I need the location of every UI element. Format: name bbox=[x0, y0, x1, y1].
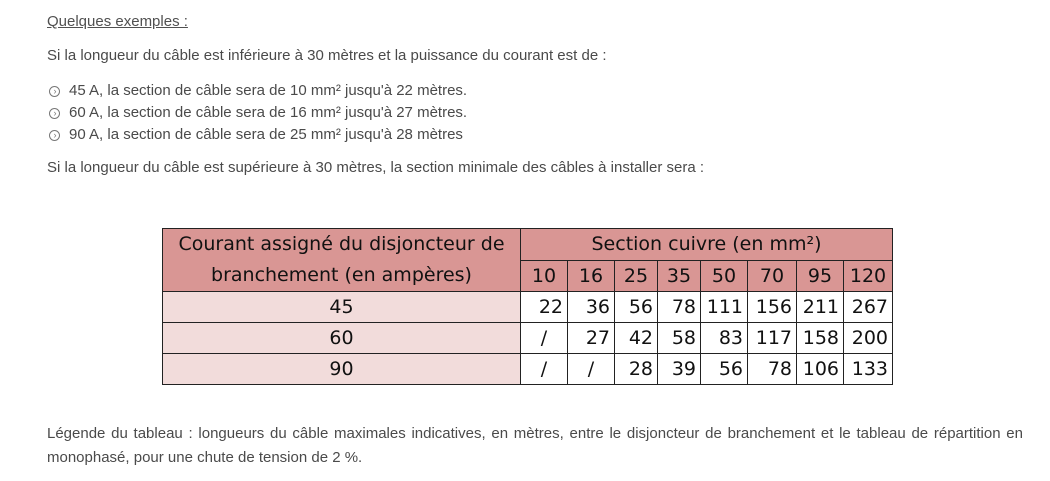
cable-section-table bbox=[162, 228, 893, 385]
table-cell: 27 bbox=[568, 323, 615, 354]
list-item bbox=[49, 102, 467, 124]
table-cell: 267 bbox=[844, 292, 893, 323]
table-cell: 78 bbox=[658, 292, 701, 323]
table-cell: / bbox=[521, 323, 568, 354]
table-row bbox=[163, 292, 893, 323]
list-item-text: 90 A, la section de câble sera de 25 mm² jusqu'à 28 mètres bbox=[69, 126, 463, 143]
list-item bbox=[49, 80, 467, 102]
section-header-cell: 16 bbox=[568, 260, 615, 292]
table-cell: 106 bbox=[797, 354, 844, 385]
table-cell: 22 bbox=[521, 292, 568, 323]
table-header-current: Courant assigné du disjoncteur de branchement (en ampères) bbox=[163, 229, 521, 292]
list-item-text: 60 A, la section de câble sera de 16 mm² jusqu'à 27 mètres. bbox=[69, 104, 468, 121]
section-header-cell: 10 bbox=[521, 260, 568, 292]
section-header-cell: 120 bbox=[844, 260, 893, 292]
chevron-right-circle-icon: › bbox=[49, 86, 60, 97]
table-cell: / bbox=[521, 354, 568, 385]
section-header-cell: 70 bbox=[748, 260, 797, 292]
table-cell: 117 bbox=[748, 323, 797, 354]
table-cell: 156 bbox=[748, 292, 797, 323]
table-legend: Légende du tableau : longueurs du câble maximales indicatives, en mètres, entre le disjoncteur de branchement et le tableau de répartition en monophasé, pour une chute de tension de 2 %. bbox=[47, 425, 1023, 466]
table-cell: 200 bbox=[844, 323, 893, 354]
table-cell: 56 bbox=[701, 354, 748, 385]
row-current-cell: 45 bbox=[163, 292, 521, 323]
table-cell: 42 bbox=[615, 323, 658, 354]
intro2-paragraph: Si la longueur du câble est supérieure à 30 mètres, la section minimale des câbles à installer sera : bbox=[47, 159, 705, 176]
table-header-section: Section cuivre (en mm²) bbox=[521, 229, 893, 261]
section-heading: Quelques exemples : bbox=[47, 13, 188, 30]
section-header-cell: 50 bbox=[701, 260, 748, 292]
table-cell: 158 bbox=[797, 323, 844, 354]
table-cell: 78 bbox=[748, 354, 797, 385]
table-cell: 56 bbox=[615, 292, 658, 323]
chevron-right-circle-icon: › bbox=[49, 130, 60, 141]
table-cell: 211 bbox=[797, 292, 844, 323]
chevron-right-circle-icon: › bbox=[49, 108, 60, 119]
examples-list bbox=[49, 80, 467, 146]
table-cell: 28 bbox=[615, 354, 658, 385]
row-current-cell: 90 bbox=[163, 354, 521, 385]
row-current-cell: 60 bbox=[163, 323, 521, 354]
list-item bbox=[49, 124, 467, 146]
table-row bbox=[163, 323, 893, 354]
section-header-cell: 95 bbox=[797, 260, 844, 292]
section-header-cell: 35 bbox=[658, 260, 701, 292]
table-cell: 83 bbox=[701, 323, 748, 354]
table-cell: 111 bbox=[701, 292, 748, 323]
table-cell: 58 bbox=[658, 323, 701, 354]
table-cell: / bbox=[568, 354, 615, 385]
table-cell: 133 bbox=[844, 354, 893, 385]
list-item-text: 45 A, la section de câble sera de 10 mm² jusqu'à 22 mètres. bbox=[69, 82, 468, 99]
table-row bbox=[163, 354, 893, 385]
table-cell: 39 bbox=[658, 354, 701, 385]
table-cell: 36 bbox=[568, 292, 615, 323]
intro-paragraph: Si la longueur du câble est inférieure à 30 mètres et la puissance du courant est de : bbox=[47, 47, 607, 64]
section-header-cell: 25 bbox=[615, 260, 658, 292]
